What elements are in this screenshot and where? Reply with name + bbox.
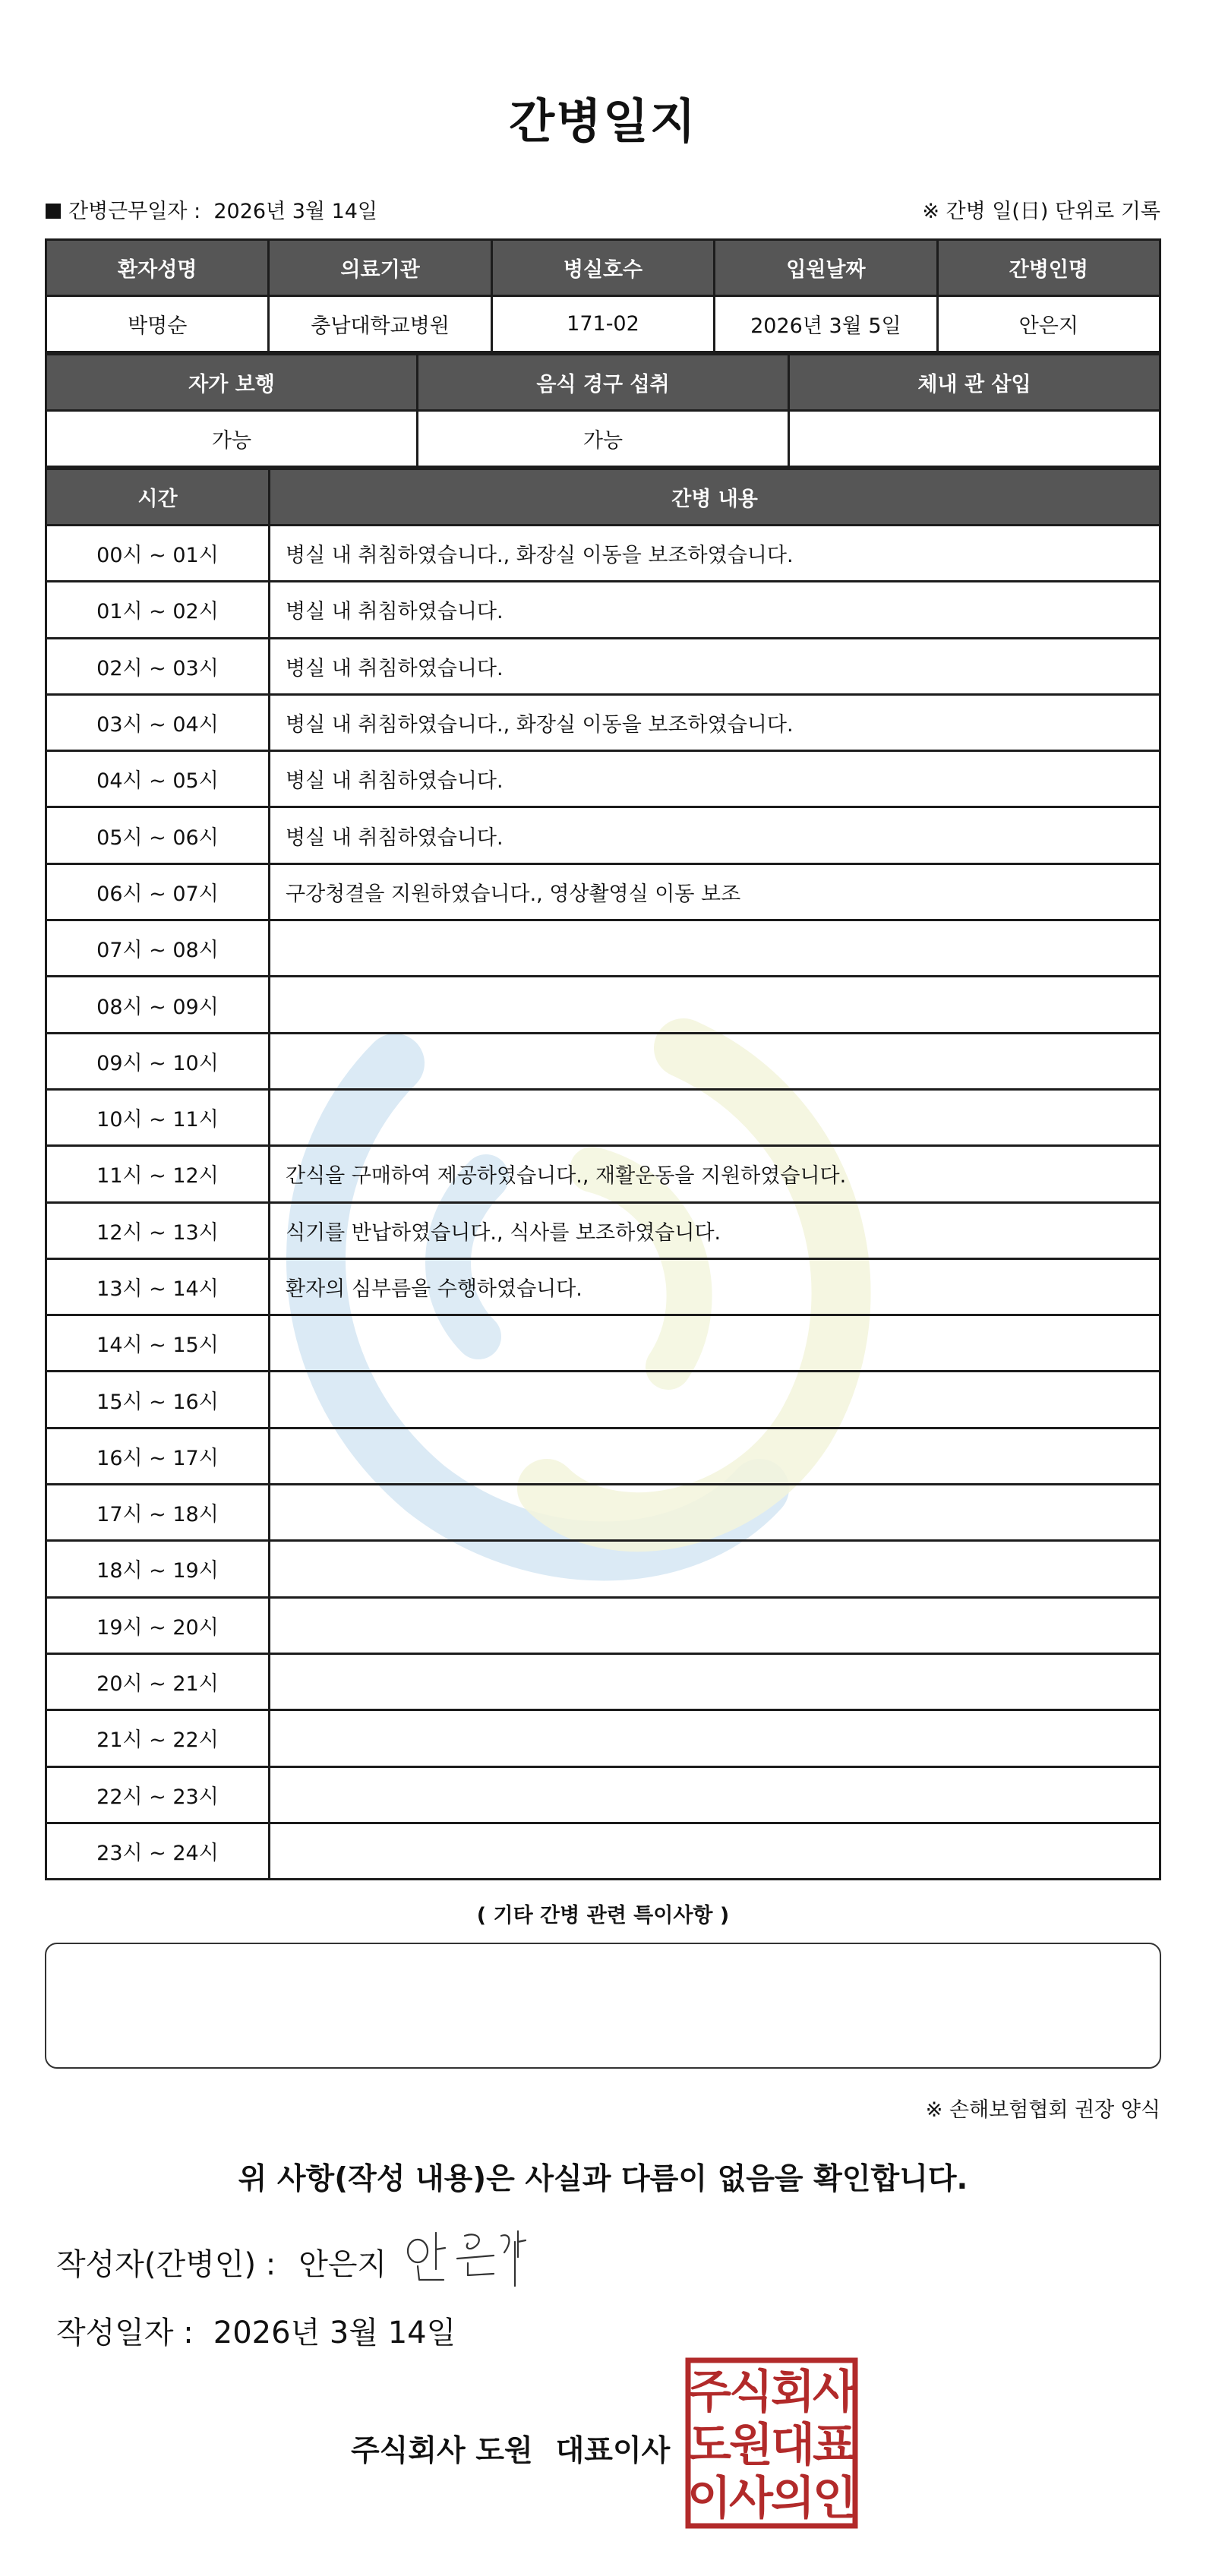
written-date-row (56, 2309, 456, 2352)
header-caregiver-name: 간병인명 (937, 240, 1160, 296)
square-bullet-icon (46, 204, 61, 219)
care-content: 병실 내 취침하였습니다. (270, 638, 1160, 694)
patient-status-table (45, 353, 1161, 468)
time-slot: 03시 ~ 04시 (46, 694, 270, 750)
care-content (270, 1033, 1160, 1089)
time-slot: 15시 ~ 16시 (46, 1372, 270, 1428)
time-slot: 09시 ~ 10시 (46, 1033, 270, 1089)
header-admission-date: 입원날짜 (715, 240, 937, 296)
work-date-value: 2026년 3월 14일 (213, 200, 378, 223)
table-row (46, 807, 1160, 863)
header-room-number: 병실호수 (491, 240, 714, 296)
patient-info-table (45, 238, 1161, 353)
time-slot: 08시 ~ 09시 (46, 977, 270, 1033)
table-row (46, 582, 1160, 638)
care-content (270, 1089, 1160, 1145)
time-slot: 16시 ~ 17시 (46, 1428, 270, 1484)
header-self-walking: 자가 보행 (46, 355, 418, 411)
written-date-label: 작성일자 : (56, 2316, 194, 2350)
table-row (46, 694, 1160, 750)
hospital-name: 충남대학교병원 (269, 296, 491, 352)
notes-box (45, 1943, 1161, 2069)
self-walking-value: 가능 (46, 411, 418, 467)
writer-label: 작성자(간병인) : (56, 2247, 276, 2282)
seal-character: 인 (813, 2472, 857, 2525)
header-time: 시간 (46, 469, 270, 526)
care-content (270, 1428, 1160, 1484)
care-content (270, 1541, 1160, 1597)
table-row (46, 1766, 1160, 1823)
time-slot: 11시 ~ 12시 (46, 1146, 270, 1202)
time-slot: 13시 ~ 14시 (46, 1258, 270, 1315)
care-content (270, 1823, 1160, 1879)
header-hospital: 의료기관 (269, 240, 491, 296)
work-date-line (46, 194, 377, 224)
time-slot: 12시 ~ 13시 (46, 1202, 270, 1258)
seal-character: 주 (687, 2366, 731, 2419)
care-log-table (45, 468, 1161, 1880)
oral-intake-value: 가능 (418, 411, 789, 467)
table-row (46, 1089, 1160, 1145)
written-date-value: 2026년 3월 14일 (213, 2316, 456, 2350)
header-patient-name: 환자성명 (46, 240, 269, 296)
care-content (270, 1766, 1160, 1823)
table-row (46, 1485, 1160, 1541)
time-slot: 04시 ~ 05시 (46, 751, 270, 807)
caregiver-name: 안은지 (937, 296, 1160, 352)
table-row (46, 977, 1160, 1033)
header-oral-intake: 음식 경구 섭취 (418, 355, 789, 411)
time-slot: 10시 ~ 11시 (46, 1089, 270, 1145)
document-title: 간병일지 (509, 93, 697, 149)
time-slot: 17시 ~ 18시 (46, 1485, 270, 1541)
seal-character: 도 (687, 2419, 731, 2472)
care-content: 구강청결을 지원하였습니다., 영상촬영실 이동 보조 (270, 863, 1160, 920)
care-content: 병실 내 취침하였습니다. (270, 807, 1160, 863)
notes-title: ( 기타 간병 관련 특이사항 ) (476, 1904, 730, 1927)
care-content (270, 1372, 1160, 1428)
care-content: 병실 내 취침하였습니다. (270, 751, 1160, 807)
writer-row (56, 2240, 387, 2284)
time-slot: 07시 ~ 08시 (46, 920, 270, 977)
recommend-note: ※ 손해보험협회 권장 양식 (925, 2098, 1160, 2122)
seal-character: 식 (729, 2366, 773, 2419)
seal-character: 표 (813, 2419, 857, 2472)
table-row (46, 1202, 1160, 1258)
care-content: 식기를 반납하였습니다., 식사를 보조하였습니다. (270, 1202, 1160, 1258)
tube-insertion-value (789, 411, 1160, 467)
seal-character: 의 (771, 2472, 815, 2525)
time-slot: 02시 ~ 03시 (46, 638, 270, 694)
care-content: 병실 내 취침하였습니다., 화장실 이동을 보조하였습니다. (270, 694, 1160, 750)
time-slot: 18시 ~ 19시 (46, 1541, 270, 1597)
time-slot: 22시 ~ 23시 (46, 1766, 270, 1823)
table-row (46, 1597, 1160, 1653)
time-slot: 23시 ~ 24시 (46, 1823, 270, 1879)
record-unit-note: ※ 간병 일(日) 단위로 기록 (922, 200, 1160, 223)
time-slot: 21시 ~ 22시 (46, 1710, 270, 1766)
company-line (351, 2427, 670, 2470)
care-content (270, 1710, 1160, 1766)
time-slot: 00시 ~ 01시 (46, 526, 270, 582)
care-content (270, 1597, 1160, 1653)
care-content (270, 977, 1160, 1033)
company-representative: 대표이사 (555, 2434, 671, 2468)
admission-date: 2026년 3월 5일 (715, 296, 937, 352)
confirmation-statement: 위 사항(작성 내용)은 사실과 다름이 없음을 확인합니다. (238, 2162, 968, 2196)
time-slot: 01시 ~ 02시 (46, 582, 270, 638)
seal-character: 원 (729, 2419, 773, 2472)
care-content: 간식을 구매하여 제공하였습니다., 재활운동을 지원하였습니다. (270, 1146, 1160, 1202)
table-row (46, 1258, 1160, 1315)
table-row (46, 1653, 1160, 1709)
company-seal-stamp (685, 2357, 858, 2529)
work-date-label: 간병근무일자 : (68, 200, 201, 223)
room-number: 171-02 (491, 296, 714, 352)
table-row (46, 1372, 1160, 1428)
care-content: 병실 내 취침하였습니다., 화장실 이동을 보조하였습니다. (270, 526, 1160, 582)
table-row (46, 1541, 1160, 1597)
company-name: 주식회사 도원 (351, 2434, 533, 2468)
care-content (270, 920, 1160, 977)
table-row (46, 526, 1160, 582)
table-row (46, 1823, 1160, 1879)
care-content: 병실 내 취침하였습니다. (270, 582, 1160, 638)
table-row (46, 1033, 1160, 1089)
time-slot: 06시 ~ 07시 (46, 863, 270, 920)
care-content (270, 1653, 1160, 1709)
seal-character: 사 (813, 2366, 857, 2419)
table-row (46, 751, 1160, 807)
time-slot: 19시 ~ 20시 (46, 1597, 270, 1653)
header-care-content: 간병 내용 (270, 469, 1160, 526)
table-row (46, 638, 1160, 694)
care-content (270, 1485, 1160, 1541)
time-slot: 05시 ~ 06시 (46, 807, 270, 863)
writer-name: 안은지 (298, 2247, 387, 2282)
care-content: 환자의 심부름을 수행하였습니다. (270, 1258, 1160, 1315)
seal-character: 대 (771, 2419, 815, 2472)
table-row (46, 1315, 1160, 1372)
seal-character: 이 (687, 2472, 731, 2525)
table-row (46, 863, 1160, 920)
time-slot: 14시 ~ 15시 (46, 1315, 270, 1372)
header-tube-insertion: 체내 관 삽입 (789, 355, 1160, 411)
time-slot: 20시 ~ 21시 (46, 1653, 270, 1709)
table-row (46, 1428, 1160, 1484)
care-content (270, 1315, 1160, 1372)
handwritten-signature (404, 2219, 533, 2287)
seal-character: 사 (729, 2472, 773, 2525)
table-row (46, 1146, 1160, 1202)
patient-name: 박명순 (46, 296, 269, 352)
seal-character: 회 (771, 2366, 815, 2419)
table-row (46, 920, 1160, 977)
table-row (46, 1710, 1160, 1766)
